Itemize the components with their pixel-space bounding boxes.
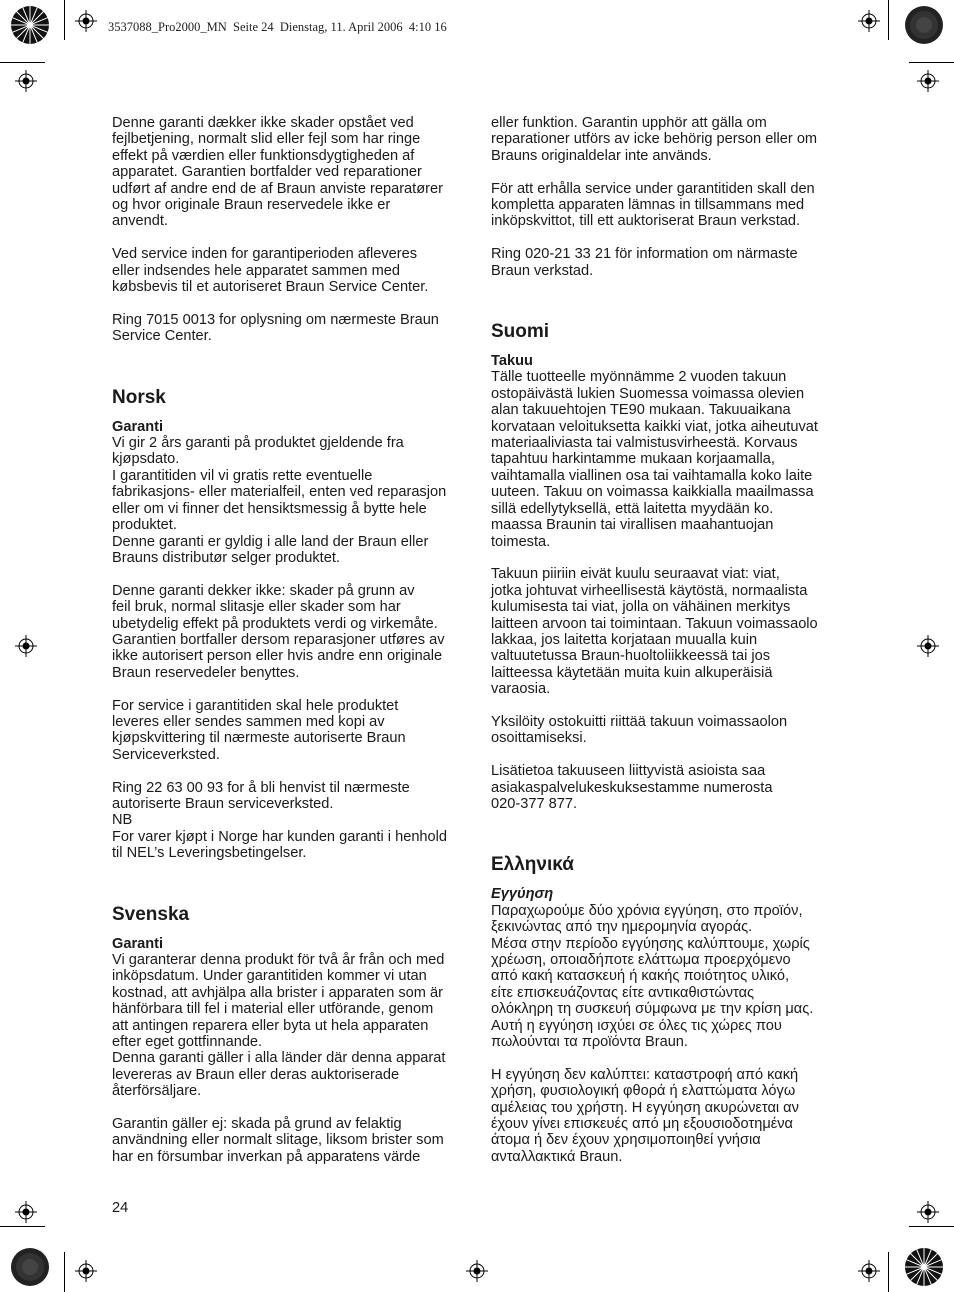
crop-line xyxy=(888,1252,889,1292)
greek-paragraph-2: Η εγγύηση δεν καλύπτει: καταστροφή από κακή χρήση, φυσιολογική φθορά ή ελαττώματα λόγω αμέλειας του χρήστη. Η εγγύηση ακυρώνεται αν έχουν γίνει επισκευές από μη εξουσιοδοτημένα άτομα ή δεν έχουν χρησιμοποιηθεί γνήσια ανταλλακτικά Braun. xyxy=(491,1066,799,1165)
svenska-paragraph-1: Vi garanterar denna produkt för två år från och med inköpsdatum. Under garantitiden kommer vi utan kostnad, att avhjälpa alla brister i apparaten som är hänförbara till fel i material eller utförande, genom att antingen reparera eller byta ut hela apparaten efter eget gottfinnande. Denna garanti gäller i alla länder där denna apparat levereras av Braun eller deras auktoriserade återförsäljare. xyxy=(112,951,446,1100)
crop-line xyxy=(0,1226,45,1227)
registration-crosshair-icon xyxy=(917,70,939,92)
suomi-paragraph-4: Lisätietoa takuuseen liittyvistä asioista saa asiakaspalvelukeskuksestamme numerosta 020-377 877. xyxy=(491,763,773,812)
norsk-subheading: Garanti xyxy=(112,418,164,435)
registration-crosshair-icon xyxy=(15,1201,37,1223)
registration-crosshair-icon xyxy=(75,10,97,32)
registration-crosshair-icon xyxy=(15,635,37,657)
suomi-heading: Suomi xyxy=(491,321,550,343)
norsk-paragraph-2: Denne garanti dekker ikke: skader på grunn av feil bruk, normal slitasje eller skader som har ubetydelig effekt på produktets verdi og virkemåte. Garantien bortfaller dersom reparasjoner utføres av ikke autorisert person eller hvis andre enn originale Braun reservedeler benyttes. xyxy=(112,582,445,681)
greek-subheading: Εγγύηση xyxy=(491,886,554,903)
registration-crosshair-icon xyxy=(917,1201,939,1223)
crop-line xyxy=(909,1226,954,1227)
greek-heading: Ελληνικά xyxy=(491,854,574,876)
svenska-subheading: Garanti xyxy=(112,935,164,952)
starburst-icon xyxy=(904,1247,944,1287)
print-slug: 3537088_Pro2000_MN Seite 24 Dienstag, 11. April 2006 4:10 16 xyxy=(108,20,447,34)
norsk-paragraph-3: For service i garantitiden skal hele produktet leveres eller sendes sammen med kopi av kjøpskvittering til nærmeste autoriserte Braun Serviceverksted. xyxy=(112,697,406,763)
greek-paragraph-1: Παραχωρούμε δύο χρόνια εγγύηση, στο προϊόν, ξεκινώντας από την ημερομηνία αγοράς. Μέσα στην περίοδο εγγύησης καλύπτουμε, χωρίς χρέωση, οποιαδήποτε ελάττωμα προερχόμενο από κακή κατασκευή ή κακής ποιότητος υλικό, είτε επισκευάζοντας είτε αντικαθιστώντας ολόκληρη τη συσκευή σύμφωνα με την κρίση μας. Αυτή η εγγύηση ισχύει σε όλες τις χώρες που πωλούνται τα προϊόντα Braun. xyxy=(491,902,814,1051)
suomi-subheading: Takuu xyxy=(491,353,533,370)
danish-paragraph-2: Ved service inden for garantiperioden afleveres eller indsendes hele apparatet sammen med købsbevis til et autoriseret Braun Service Center. xyxy=(112,246,429,296)
svenska-paragraph-4: För att erhålla service under garantitiden skall den kompletta apparaten lämnas in tillsammans med inköpskvittot, till ett auktoriserat Braun verkstad. xyxy=(491,180,815,230)
registration-crosshair-icon xyxy=(858,1260,880,1282)
svenska-paragraph-2: Garantin gäller ej: skada på grund av felaktig användning eller normalt slitage, liksom brister som har en försumbar inverkan på apparatens värde xyxy=(112,1116,444,1165)
registration-crosshair-icon xyxy=(858,10,880,32)
registration-crosshair-icon xyxy=(917,635,939,657)
starburst-icon xyxy=(10,5,50,45)
svenska-paragraph-5: Ring 020-21 33 21 för information om närmaste Braun verkstad. xyxy=(491,246,798,279)
registration-crosshair-icon xyxy=(75,1260,97,1282)
suomi-paragraph-2: Takuun piiriin eivät kuulu seuraavat viat: viat, jotka johtuvat virheellisestä käytöstä, normaalista kulumisesta tai viat, jolla on vähäinen merkitys laitteen arvoon tai toimintaan. Takuun voimassaolo lakkaa, jos laitetta korjataan muualla kuin valtuutetussa Braun-huoltoliikkeessä tai jos laitteessa käytetään muita kuin alkuperäisiä varaosia. xyxy=(491,566,818,698)
registration-crosshair-icon xyxy=(466,1260,488,1282)
crop-line xyxy=(0,62,45,63)
danish-paragraph-3: Ring 7015 0013 for oplysning om nærmeste Braun Service Center. xyxy=(112,311,439,345)
norsk-paragraph-1: Vi gir 2 års garanti på produktet gjeldende fra kjøpsdato. I garantitiden vil vi gratis rette eventuelle fabrikasjons- eller materialfeil, enten ved reparasjon eller om vi finner det hensiktsmessig å bytte hele produktet. Denne garanti er gyldig i alle land der Braun eller Brauns distributør selger produktet. xyxy=(112,435,447,566)
crop-line xyxy=(64,1252,65,1292)
crop-line xyxy=(888,0,889,40)
norsk-paragraph-4: Ring 22 63 00 93 for å bli henvist til nærmeste autoriserte Braun serviceverksted. NB For varer kjøpt i Norge har kunden garanti i henhold til NEL’s Leveringsbetingelser. xyxy=(112,779,448,862)
left-column xyxy=(112,115,464,1165)
svenska-paragraph-3: eller funktion. Garantin upphör att gälla om reparationer utförs av icke behörig person eller om Brauns originaldelar inte används. xyxy=(491,115,818,164)
starburst-icon xyxy=(10,1247,50,1287)
norsk-heading: Norsk xyxy=(112,386,166,408)
danish-paragraph-1: Denne garanti dækker ikke skader opstået ved fejlbetjening, normalt slid eller fejl som har ringe effekt på værdien eller funktionsdygtigheden af apparatet. Garantien bortfalder ved reparationer udført af andre end de af Braun anviste reparatører og hvor originale Braun reservedele ikke er anvendt. xyxy=(112,115,443,230)
crop-line xyxy=(64,0,65,40)
starburst-icon xyxy=(904,5,944,45)
registration-crosshair-icon xyxy=(15,70,37,92)
svenska-heading: Svenska xyxy=(112,903,190,925)
crop-line xyxy=(909,62,954,63)
suomi-paragraph-3: Yksilöity ostokuitti riittää takuun voimassaolon osoittamiseksi. xyxy=(491,713,788,747)
right-column xyxy=(491,115,843,1165)
suomi-paragraph-1: Tälle tuotteelle myönnämme 2 vuoden takuun ostopäivästä lukien Suomessa voimassa olevien alan takuuehtojen TE90 mukaan. Takuuaikana korvataan veloituksetta kaikki viat, jotka aiheutuvat materiaaliviasta tai valmistusvirheestä. Korvaus tapahtuu harkintamme mukaan korjaamalla, vaihtamalla viallinen osa tai vaihtamalla koko laite uuteen. Takuu on voimassa kaikkialla maailmassa sillä edellytyksellä, että laitetta myydään ko. maassa Braunin tai virallisen maahantuojan toimesta. xyxy=(491,369,818,550)
page-number: 24 xyxy=(112,1200,129,1216)
